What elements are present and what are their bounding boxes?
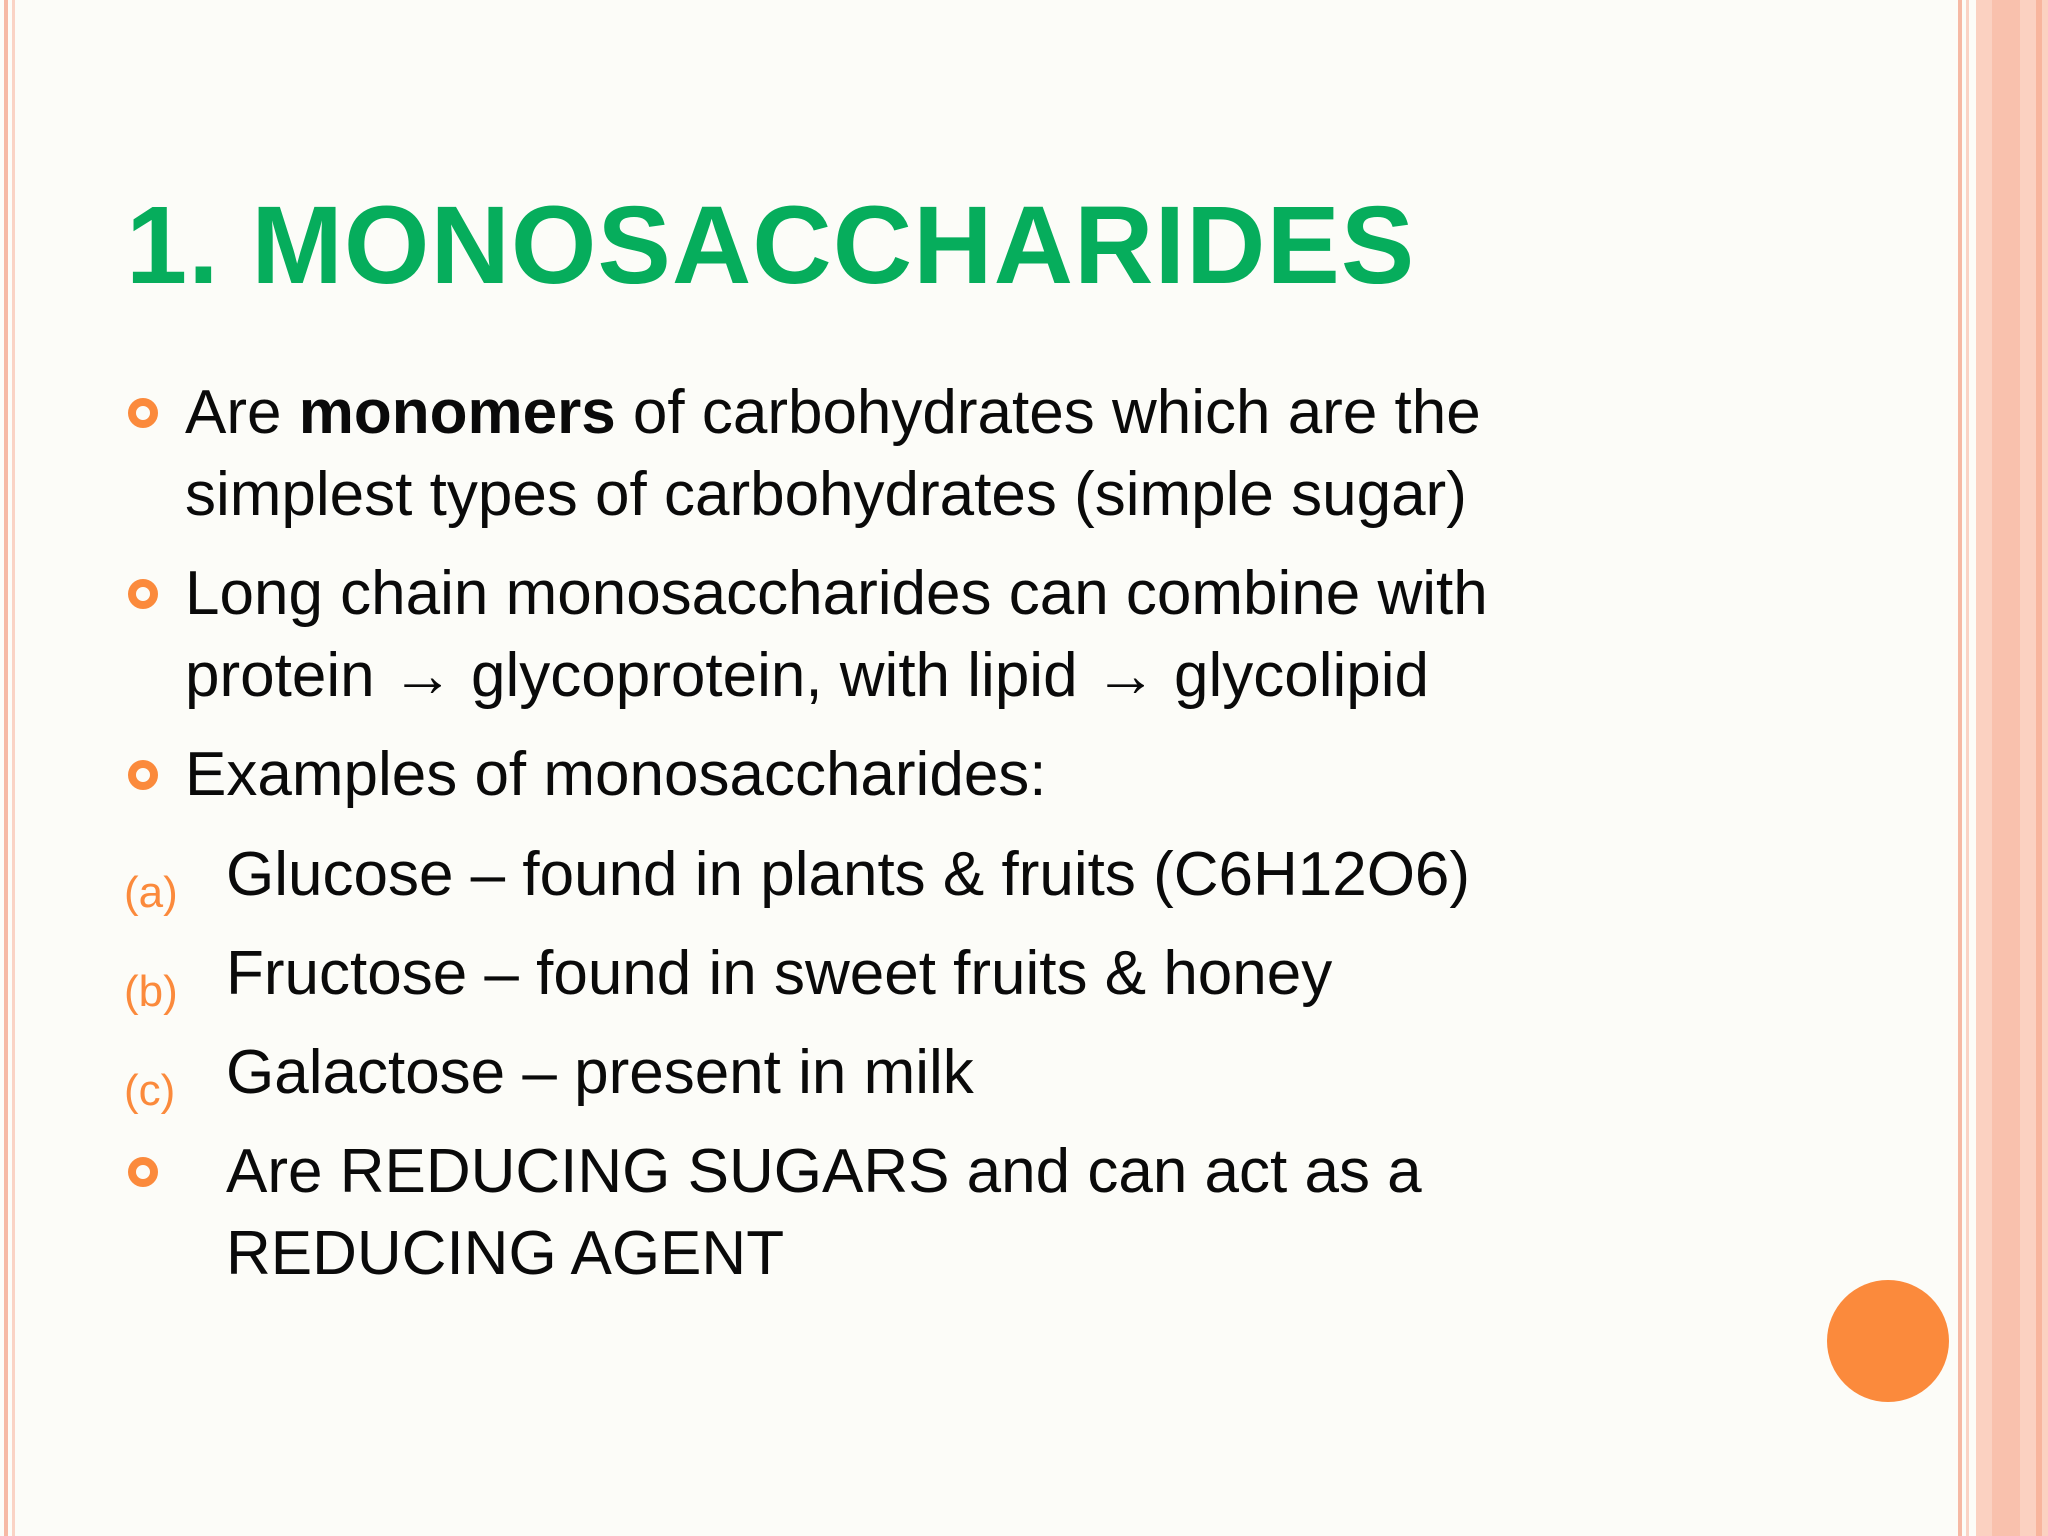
right-border-line-inner xyxy=(1966,0,1969,1536)
bullet-text-pre: Are xyxy=(185,378,299,447)
sub-item-text: Fructose – found in sweet fruits & honey xyxy=(226,939,1333,1008)
ring-bullet-icon xyxy=(128,579,158,609)
sub-item-marker: (b) xyxy=(124,967,178,1016)
right-border-band-inner xyxy=(1992,0,2020,1536)
sub-item-marker: (c) xyxy=(124,1066,176,1115)
ring-bullet-icon xyxy=(128,398,158,428)
bullet-text-bold: monomers xyxy=(298,378,616,447)
orange-dot-icon xyxy=(1827,1280,1949,1402)
bullet-line: Examples of monosaccharides: xyxy=(185,740,1047,809)
bullet-line: Are REDUCING SUGARS and can act as a xyxy=(226,1137,1422,1206)
bullet-text-post: of carbohydrates which are the xyxy=(615,378,1481,447)
bullet-line: protein → glycoprotein, with lipid → glycolipid xyxy=(185,641,1430,710)
ring-bullet-icon xyxy=(128,760,158,790)
sub-item-marker: (a) xyxy=(124,868,178,917)
bullet-line: simplest types of carbohydrates (simple sugar) xyxy=(185,460,1467,529)
right-border-line xyxy=(1958,0,1962,1536)
right-border-edge xyxy=(2036,0,2042,1536)
left-border-line xyxy=(4,0,8,1536)
bullet-line: REDUCING AGENT xyxy=(226,1219,785,1288)
slide-title: 1. MONOSACCHARIDES xyxy=(126,184,1416,307)
bullet-line xyxy=(185,372,1685,454)
bullet-line: Long chain monosaccharides can combine with xyxy=(185,559,1488,628)
left-border-line-inner xyxy=(12,0,15,1536)
sub-item-text: Galactose – present in milk xyxy=(226,1038,974,1107)
ring-bullet-icon xyxy=(128,1157,158,1187)
sub-item-text: Glucose – found in plants & fruits (C6H12O6) xyxy=(226,840,1471,909)
